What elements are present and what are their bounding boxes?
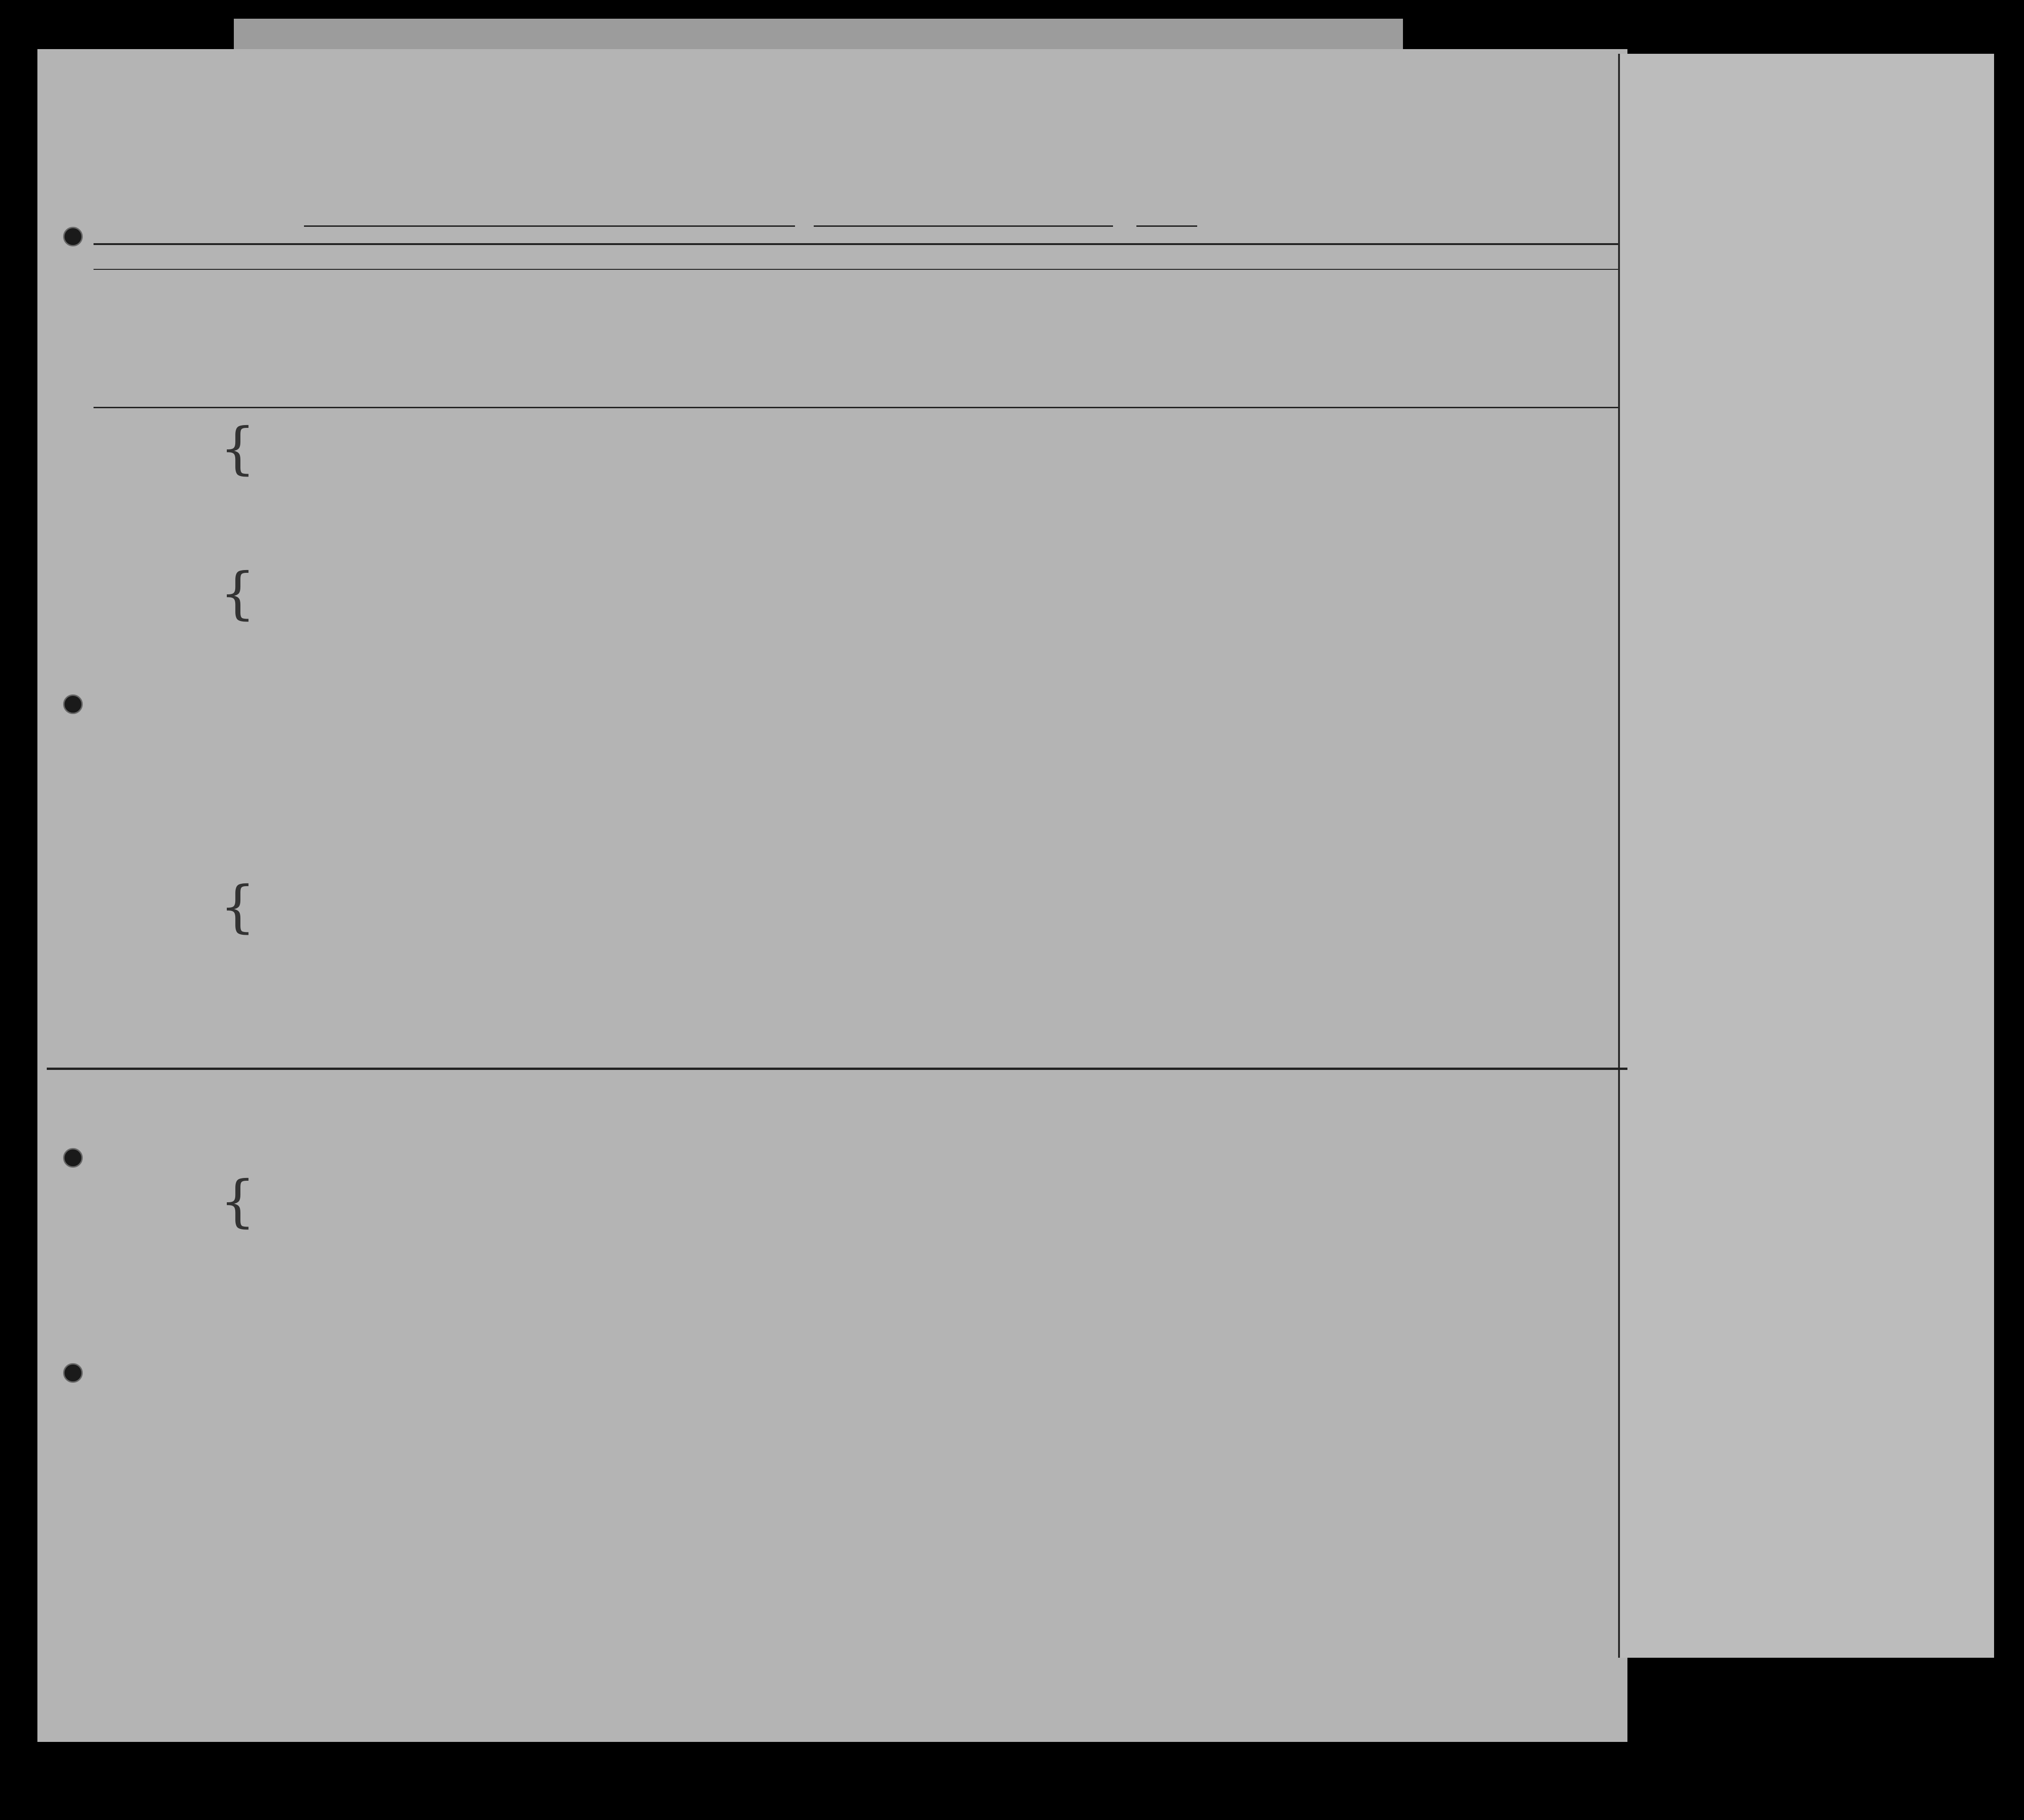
binder-hole <box>63 1363 83 1383</box>
header-bottom-border <box>94 407 1618 408</box>
year-underline <box>1136 225 1197 227</box>
date-underline <box>814 225 1113 227</box>
page-break-rule <box>47 1068 1627 1070</box>
binder-hole <box>63 1148 83 1168</box>
binder-hole <box>63 227 83 246</box>
visa-supplement-sheet <box>1618 54 1994 1658</box>
binder-hole <box>63 694 83 714</box>
bracket-mark: { <box>220 874 256 939</box>
bracket-mark: { <box>220 1169 256 1234</box>
bracket-mark: { <box>220 416 256 481</box>
colnum-divider <box>94 269 1618 270</box>
table-top-border <box>94 243 1618 245</box>
port-underline <box>304 225 795 227</box>
manifest-sheet <box>37 49 1627 1742</box>
bracket-mark: { <box>220 561 256 626</box>
